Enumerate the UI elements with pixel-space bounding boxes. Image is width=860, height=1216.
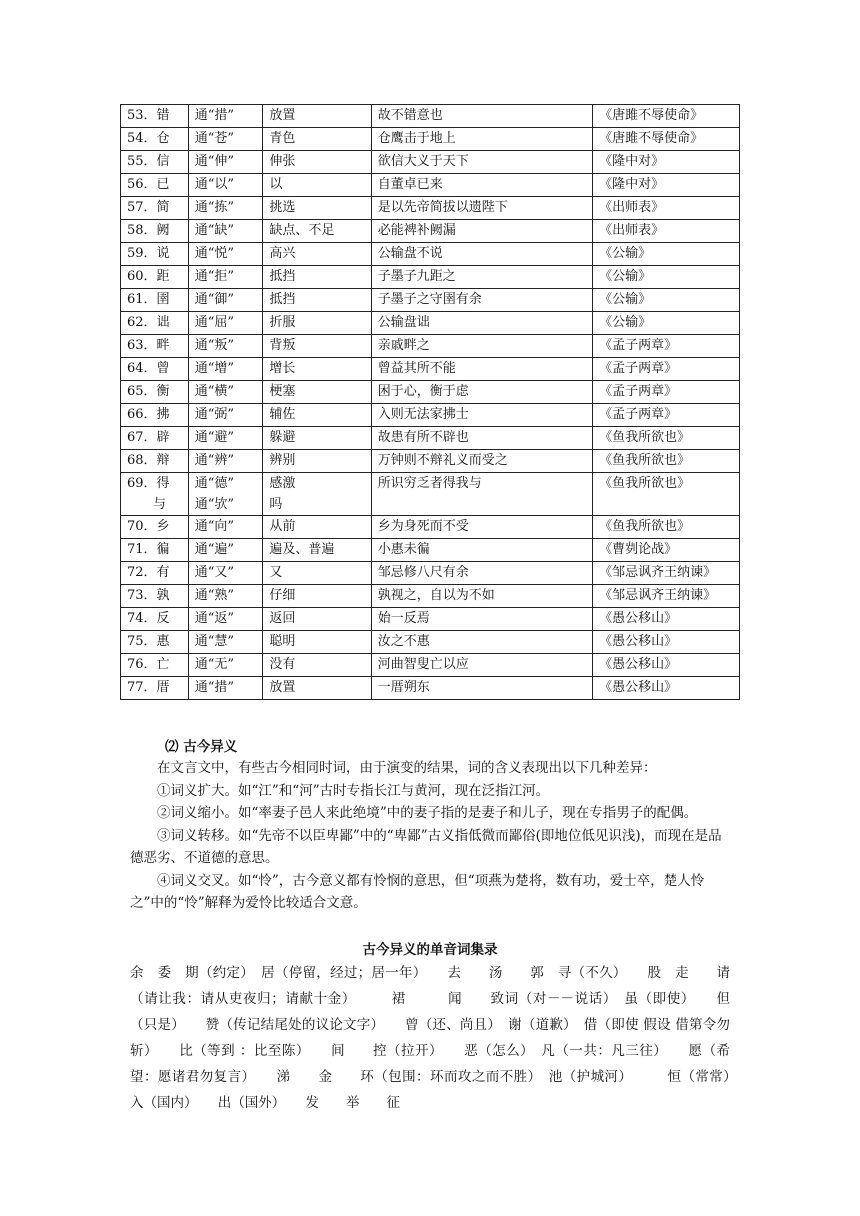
cell-number: 76．亡 [121, 654, 189, 677]
cell-number: 72．有 [121, 562, 189, 585]
table-row [121, 608, 740, 631]
cell-tongjia: 通“避” [188, 427, 263, 450]
cell-source: 《隆中对》 [593, 174, 740, 197]
cell-sentence: 公输盘不说 [371, 243, 592, 266]
cell-meaning: 聪明 [263, 631, 371, 654]
cell-number: 64．曾 [121, 358, 189, 381]
table-row [121, 562, 740, 585]
cell-source: 《公输》 [593, 312, 740, 335]
table-row [121, 128, 740, 151]
cell-tongjia: 通“遍” [188, 539, 263, 562]
cell-tongjia: 通“屈” [188, 312, 263, 335]
cell-sentence: 仓鹰击于地上 [371, 128, 592, 151]
cell-sentence: 一厝朔东 [371, 677, 592, 700]
cell-number: 70．乡 [121, 516, 189, 539]
cell-source: 《出师表》 [593, 220, 740, 243]
cell-sentence: 困于心，衡于虑 [371, 381, 592, 404]
cell-number: 58．阙 [121, 220, 189, 243]
cell-source: 《鱼我所欲也》 [593, 427, 740, 450]
cell-number: 66．拂 [121, 404, 189, 427]
cell-tongjia: 通“增” [188, 358, 263, 381]
cell-number [121, 473, 189, 516]
cell-tongjia: 通“叛” [188, 335, 263, 358]
cell-meaning: 背叛 [263, 335, 371, 358]
cell-sentence: 邹忌修八尺有余 [371, 562, 592, 585]
cell-meaning: 梗塞 [263, 381, 371, 404]
cell-number: 75．惠 [121, 631, 189, 654]
section-heading: ⑵ 古今异义 [165, 739, 238, 755]
cell-sentence: 汝之不惠 [371, 631, 592, 654]
table-row [121, 450, 740, 473]
cell-source: 《唐雎不辱使命》 [593, 128, 740, 151]
table-row [121, 473, 740, 516]
cell-tongjia-line-2: 通“欤” [194, 497, 235, 512]
cell-meaning: 遍及、普遍 [263, 539, 371, 562]
cell-sentence: 欲信大义于天下 [371, 151, 592, 174]
cell-sentence: 万钟则不辩礼义而受之 [371, 450, 592, 473]
cell-source: 《公输》 [593, 243, 740, 266]
cell-sentence: 始一反焉 [371, 608, 592, 631]
cell-tongjia: 通“缺” [188, 220, 263, 243]
cell-number: 56．已 [121, 174, 189, 197]
cell-number: 55．信 [121, 151, 189, 174]
cell-meaning: 躲避 [263, 427, 371, 450]
table-row [121, 585, 740, 608]
cell-number: 53．错 [121, 105, 189, 128]
cell-source: 《愚公移山》 [593, 677, 740, 700]
cell-source: 《公输》 [593, 289, 740, 312]
cell-number: 73．孰 [121, 585, 189, 608]
cell-meaning: 从前 [263, 516, 371, 539]
cell-meaning: 高兴 [263, 243, 371, 266]
cell-number: 57．简 [121, 197, 189, 220]
section-intro: 在文言文中，有些古今相同时词，由于演变的结果，词的含义表现出以下几种差异： [157, 760, 657, 776]
cell-sentence: 乡为身死而不受 [371, 516, 592, 539]
cell-source: 《鱼我所欲也》 [593, 473, 740, 516]
table-body [121, 105, 740, 700]
meaning-item-3: ③词义转移。如“先帝不以臣卑鄙”中的“卑鄙”古义指低微而鄙俗(即地位低见识浅)，而现在是品德恶劣、不道德的意思。 [130, 827, 722, 866]
cell-number: 71．徧 [121, 539, 189, 562]
cell-source: 《唐雎不辱使命》 [593, 105, 740, 128]
cell-source: 《出师表》 [593, 197, 740, 220]
cell-sentence: 子墨子之守圉有余 [371, 289, 592, 312]
cell-sentence: 亲戚畔之 [371, 335, 592, 358]
cell-meaning-line-2: 吗 [269, 497, 283, 512]
cell-tongjia: 通“向” [188, 516, 263, 539]
cell-source: 《曹刿论战》 [593, 539, 740, 562]
cell-meaning: 增长 [263, 358, 371, 381]
table-row [121, 654, 740, 677]
cell-source: 《孟子两章》 [593, 358, 740, 381]
cell-source: 《邹忌讽齐王纳谏》 [593, 585, 740, 608]
cell-sentence: 必能裨补阙漏 [371, 220, 592, 243]
cell-number-line-2: 与 [153, 497, 167, 512]
table-row [121, 516, 740, 539]
cell-tongjia: 通“伸” [188, 151, 263, 174]
cell-meaning: 辅佐 [263, 404, 371, 427]
cell-meaning-line-1: 感激 [269, 476, 296, 491]
cell-sentence: 入则无法家拂士 [371, 404, 592, 427]
wordlist-title: 古今异义的单音词集录 [362, 942, 498, 958]
table-row [121, 677, 740, 700]
cell-number: 60．距 [121, 266, 189, 289]
cell-tongjia: 通“慧” [188, 631, 263, 654]
cell-tongjia: 通“返” [188, 608, 263, 631]
cell-source: 《愚公移山》 [593, 654, 740, 677]
meaning-item-1: ①词义扩大。如“江”和“河”古时专指长江与黄河，现在泛指江河。 [157, 782, 550, 799]
cell-tongjia: 通“悦” [188, 243, 263, 266]
table-row [121, 174, 740, 197]
cell-sentence: 河曲智叟亡以应 [371, 654, 592, 677]
table-row [121, 151, 740, 174]
cell-sentence: 故患有所不辟也 [371, 427, 592, 450]
cell-source: 《孟子两章》 [593, 381, 740, 404]
cell-sentence: 公输盘诎 [371, 312, 592, 335]
cell-number: 59．说 [121, 243, 189, 266]
cell-number: 74．反 [121, 608, 189, 631]
cell-number: 63．畔 [121, 335, 189, 358]
cell-meaning: 放置 [263, 105, 371, 128]
table-row [121, 539, 740, 562]
cell-meaning: 仔细 [263, 585, 371, 608]
cell-meaning: 放置 [263, 677, 371, 700]
table-row [121, 381, 740, 404]
cell-source: 《隆中对》 [593, 151, 740, 174]
cell-number: 67．辟 [121, 427, 189, 450]
cell-number-line-1: 69．得 [127, 476, 170, 491]
cell-source: 《孟子两章》 [593, 335, 740, 358]
cell-tongjia: 通“弼” [188, 404, 263, 427]
table-row [121, 105, 740, 128]
section-body [130, 757, 730, 915]
cell-number: 68．辩 [121, 450, 189, 473]
cell-tongjia-line-1: 通“德” [194, 476, 235, 491]
cell-meaning: 折服 [263, 312, 371, 335]
table-row [121, 358, 740, 381]
cell-number: 54．仓 [121, 128, 189, 151]
cell-source: 《邹忌讽齐王纳谏》 [593, 562, 740, 585]
cell-tongjia: 通“苍” [188, 128, 263, 151]
cell-meaning: 抵挡 [263, 289, 371, 312]
cell-tongjia: 通“拒” [188, 266, 263, 289]
wordlist-text: 余 委 期（约定） 居（停留，经过；居一年） 去 汤 郭 寻（不久） 股 走 请（请让我：请从吏夜归；请献十金） 裙 闻 致词（对－－说话） 虽（即使） 但（只是） 赞（传记结尾处的议论文字） 曾（还、尚且） 谢（道歉） 借（即使 假设 借第令勿斩） 比（等到 ：比至陈） 间 控（拉开） 恶（怎么） 凡（一共：凡三往） 愿（希望：愿诸君勿复言） 涕 金 环（包围：环而攻之而不胜） 池（护城河） 恒（常常） 入（国内） 出（国外） 发 举 征 [130, 965, 771, 1111]
table-row [121, 243, 740, 266]
table-row [121, 289, 740, 312]
cell-tongjia: 通“措” [188, 677, 263, 700]
cell-sentence: 所识穷乏者得我与 [371, 473, 592, 516]
cell-tongjia: 通“又” [188, 562, 263, 585]
meaning-item-4: ④词义交叉。如“怜”，古今意义都有怜悯的意思，但“项燕为楚将，数有功，爱士卒，楚人怜之”中的“怜”解释为爱怜比较适合文意。 [130, 872, 705, 911]
table-row [121, 197, 740, 220]
cell-sentence: 自董卓已来 [371, 174, 592, 197]
cell-meaning: 辨别 [263, 450, 371, 473]
cell-tongjia: 通“以” [188, 174, 263, 197]
cell-tongjia: 通“熟” [188, 585, 263, 608]
cell-tongjia: 通“横” [188, 381, 263, 404]
table-row [121, 220, 740, 243]
cell-meaning: 抵挡 [263, 266, 371, 289]
cell-meaning: 以 [263, 174, 371, 197]
cell-tongjia: 通“措” [188, 105, 263, 128]
table-row [121, 335, 740, 358]
cell-sentence: 子墨子九距之 [371, 266, 592, 289]
cell-tongjia: 通“拣” [188, 197, 263, 220]
cell-sentence: 曾益其所不能 [371, 358, 592, 381]
tongjia-table [120, 104, 740, 700]
table-row [121, 427, 740, 450]
cell-meaning: 伸张 [263, 151, 371, 174]
cell-sentence: 小惠未徧 [371, 539, 592, 562]
cell-tongjia: 通“无” [188, 654, 263, 677]
cell-source: 《孟子两章》 [593, 404, 740, 427]
cell-source: 《鱼我所欲也》 [593, 450, 740, 473]
cell-tongjia: 通“御” [188, 289, 263, 312]
cell-number: 77．厝 [121, 677, 189, 700]
table-row [121, 631, 740, 654]
cell-source: 《公输》 [593, 266, 740, 289]
cell-number: 61．圉 [121, 289, 189, 312]
cell-number: 65．衡 [121, 381, 189, 404]
table-row [121, 312, 740, 335]
cell-tongjia [188, 473, 263, 516]
cell-source: 《愚公移山》 [593, 631, 740, 654]
table-row [121, 266, 740, 289]
cell-number: 62．诎 [121, 312, 189, 335]
cell-meaning: 没有 [263, 654, 371, 677]
cell-meaning: 返回 [263, 608, 371, 631]
meaning-item-2: ②词义缩小。如“率妻子邑人来此绝境”中的妻子指的是妻子和儿子，现在专指男子的配偶。 [157, 805, 698, 821]
cell-source: 《愚公移山》 [593, 608, 740, 631]
cell-meaning: 又 [263, 562, 371, 585]
cell-meaning: 缺点、不足 [263, 220, 371, 243]
cell-tongjia: 通“辨” [188, 450, 263, 473]
cell-sentence: 孰视之，自以为不如 [371, 585, 592, 608]
table-row [121, 404, 740, 427]
cell-meaning [263, 473, 371, 516]
cell-sentence: 是以先帝简拔以遗陛下 [371, 197, 592, 220]
cell-meaning: 青色 [263, 128, 371, 151]
cell-source: 《鱼我所欲也》 [593, 516, 740, 539]
cell-sentence: 故不错意也 [371, 105, 592, 128]
cell-meaning: 挑选 [263, 197, 371, 220]
